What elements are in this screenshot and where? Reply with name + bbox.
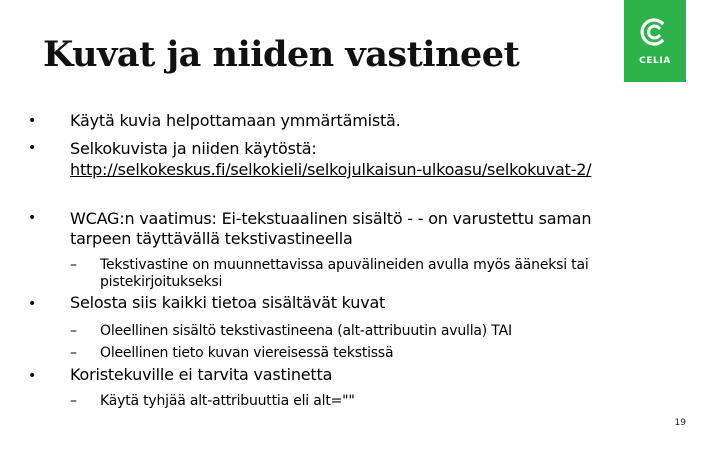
- bullet-text: Selosta siis kaikki tietoa sisältävät kuvat: [70, 293, 386, 312]
- sub-bullet-text: pistekirjoitukseksi: [100, 274, 223, 290]
- sub-bullet-text: Oleellinen tieto kuvan viereisessä tekstissä: [100, 345, 394, 361]
- page-number: 19: [674, 418, 686, 428]
- dash-marker: –: [70, 345, 77, 361]
- bullet-marker: •: [28, 140, 37, 156]
- bullet-text: Selkokuvista ja niiden käytöstä:: [70, 139, 317, 158]
- slide-title: Kuvat ja niiden vastineet: [43, 34, 520, 75]
- selkokuvat-link[interactable]: http://selkokeskus.fi/selkokieli/selkojulkaisun-ulkoasu/selkokuvat-2/: [70, 160, 592, 179]
- celia-logo-icon: [640, 17, 670, 47]
- sub-bullet-text: Käytä tyhjää alt-attribuuttia eli alt="": [100, 393, 355, 409]
- bullet-marker: •: [28, 296, 37, 312]
- dash-marker: –: [70, 257, 77, 273]
- bullet-marker: •: [28, 210, 37, 226]
- sub-bullet-text: Oleellinen sisältö tekstivastineena (alt-attribuutin avulla) TAI: [100, 323, 512, 339]
- bullet-text: Käytä kuvia helpottamaan ymmärtämistä.: [70, 111, 401, 130]
- celia-logo: [624, 0, 686, 82]
- dash-marker: –: [70, 393, 77, 409]
- bullet-text: tarpeen täyttävällä tekstivastineella: [70, 229, 353, 248]
- celia-logo-text: CELIA: [639, 56, 671, 66]
- dash-marker: –: [70, 323, 77, 339]
- bullet-text: WCAG:n vaatimus: Ei-tekstuaalinen sisältö - - on varustettu saman: [70, 209, 592, 228]
- bullet-marker: •: [28, 368, 37, 384]
- bullet-marker: •: [28, 113, 37, 129]
- sub-bullet-text: Tekstivastine on muunnettavissa apuvälineiden avulla myös ääneksi tai: [100, 257, 589, 273]
- bullet-text: Koristekuville ei tarvita vastinetta: [70, 365, 333, 384]
